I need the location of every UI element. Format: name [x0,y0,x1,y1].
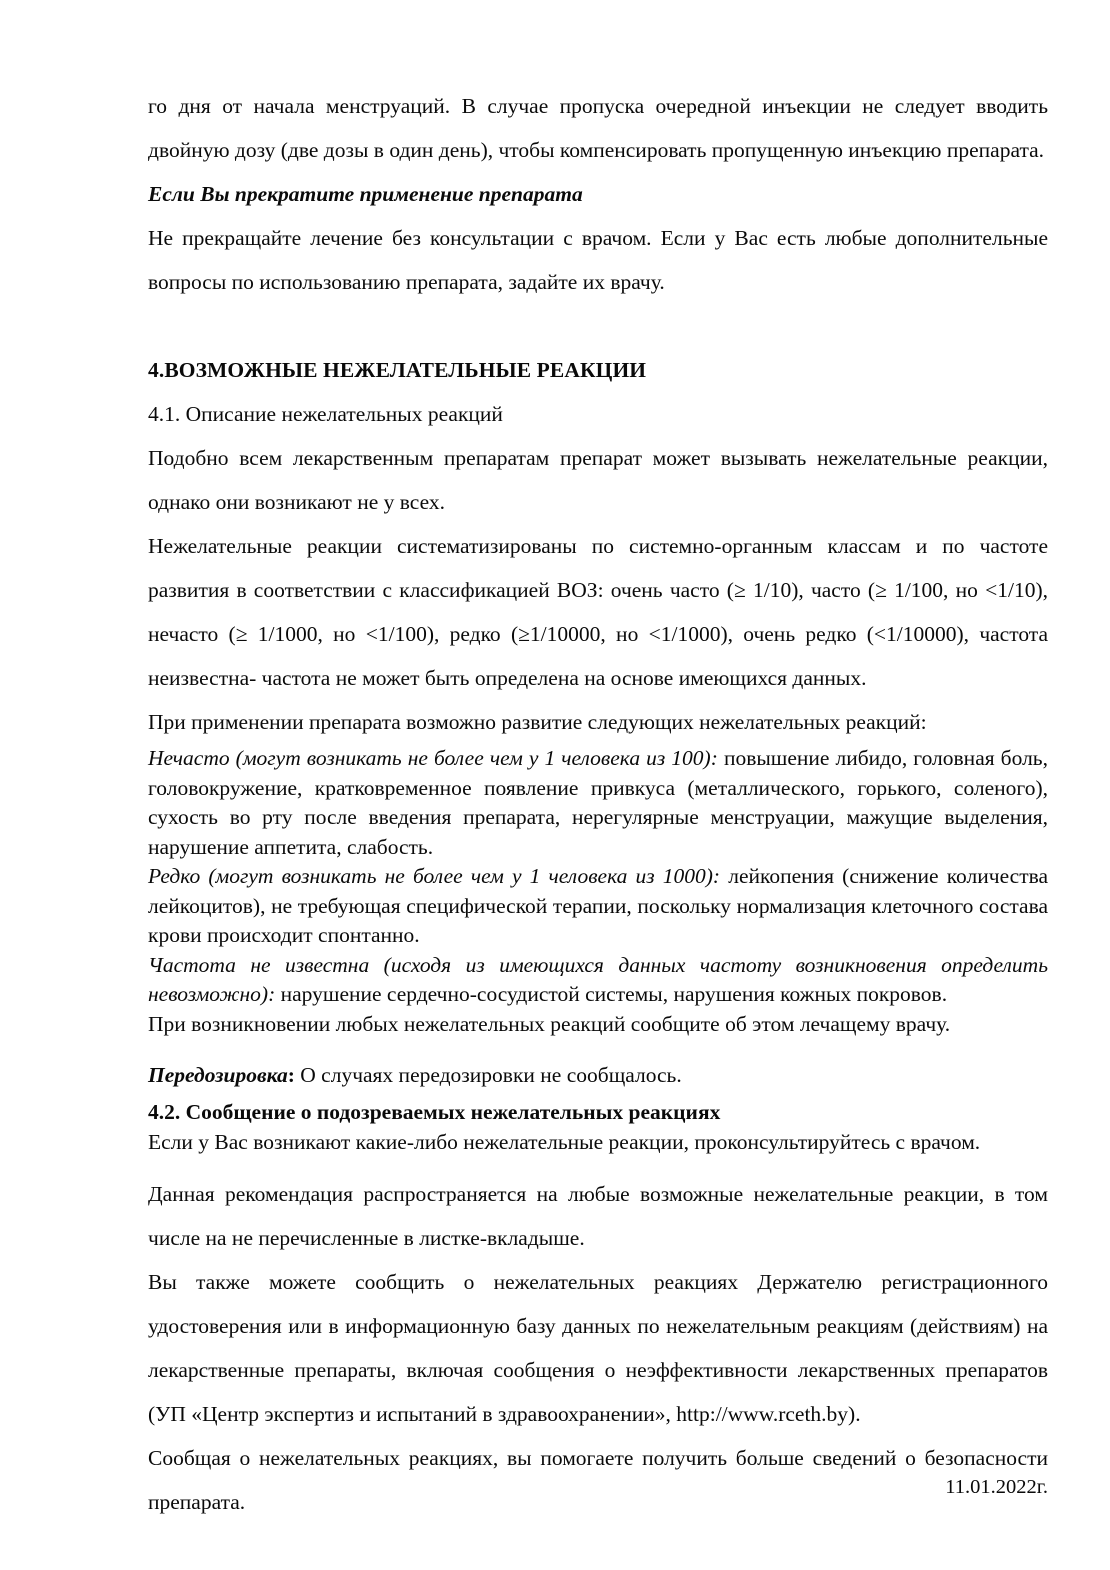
subsection-4-2-heading [148,1097,1048,1128]
reaction-rare [148,862,1048,951]
section-4-heading: 4.ВОЗМОЖНЫЕ НЕЖЕЛАТЕЛЬНЫЕ РЕАКЦИИ [148,358,647,382]
reaction-rare-text: лейкопения (снижение количества лейкоцитов), не требующая специфической терапии, поскольку нормализация клеточного состава крови происходит спонтанно. [148,864,1048,947]
reaction-unknown-frequency [148,951,1048,1010]
reporting-authority-paragraph: Вы также можете сообщить о нежелательных реакциях Держателю регистрационного удостоверения или в информационную базу данных по нежелательным реакциям (действиям) на лекарственные препараты, включая сообщения о неэффективности лекарственных препаратов (УП «Центр экспертиз и испытаний в здравоохранении», http://www.rceth.by). [148,1269,1048,1426]
overdose-paragraph [148,1053,1048,1097]
reaction-uncommon-text: повышение либидо, головная боль, головокружение, кратковременное появление привкуса (металлического, горького, соленого), сухость во рту после введения препарата, нерегулярные менструации, мажущие выделения, нарушение аппетита, слабость. [148,746,1048,859]
reaction-rare-frequency-label: Редко (могут возникать не более чем у 1 человека из 1000): [148,864,721,888]
reaction-unknown-text: нарушение сердечно-сосудистой системы, нарушения кожных покровов. [275,982,948,1006]
continued-paragraph: го дня от начала менструаций. В случае пропуска очередной инъекции не следует вводить двойную дозу (две дозы в один день), чтобы компенсировать пропущенную инъекцию препарата. [148,94,1048,162]
reaction-unknown-frequency-label: Частота не известна (исходя из имеющихся данных частоту возникновения определить невозможно): [148,952,1048,1006]
stop-treatment-paragraph: Не прекращайте лечение без консультации с врачом. Если у Вас есть любые дополнительные вопросы по использованию препарата, задайте их врачу. [148,226,1048,294]
overdose-text: О случаях передозировки не сообщалось. [294,1063,682,1087]
subsection-4-1-heading [148,392,1048,436]
footer-date: 11.01.2022г. [945,1476,1048,1498]
reaction-uncommon-frequency-label: Нечасто (могут возникать не более чем у 1 человека из 100): [148,746,718,770]
consult-doctor-line: Если у Вас возникают какие-либо нежелательные реакции, проконсультируйтесь с врачом. [148,1130,981,1154]
subsection-4-1-number: 4.1. [148,402,186,426]
overdose-colon: : [287,1063,295,1087]
page-content [148,84,1048,1524]
subsection-4-1-title: Описание нежелательных реакций [185,402,503,426]
stop-treatment-heading: Если Вы прекратите применение препарата [148,182,583,206]
section-spacer [148,304,1048,348]
who-frequency-classification: Нежелательные реакции систематизированы по системно-органным классам и по частоте развития в соответствии с классификацией ВОЗ: очень часто (≥ 1/10), часто (≥ 1/100, но <1/10), нечасто (≥ 1/1000, но <1/100), редко (≥1/10000, но <1/1000), очень редко (<1/10000), частота неизвестна- частота не может быть определена на основе имеющихся данных. [148,534,1048,690]
subsection-4-2-number: 4.2. [148,1100,186,1124]
report-to-doctor-note: При возникновении любых нежелательных реакций сообщите об этом лечащему врачу. [148,1011,951,1036]
section-4-1-intro: Подобно всем лекарственным препаратам препарат может вызывать нежелательные реакции, однако они возникают не у всех. [148,446,1048,514]
recommendation-scope-paragraph: Данная рекомендация распространяется на любые возможные нежелательные реакции, в том числе на не перечисленные в листке-вкладыше. [148,1181,1048,1250]
safety-information-paragraph: Сообщая о нежелательных реакциях, вы помогаете получить больше сведений о безопасности препарата. [148,1445,1048,1514]
subsection-4-2-title: Сообщение о подозреваемых нежелательных реакциях [185,1100,721,1124]
reaction-uncommon [148,744,1048,862]
reactions-lead-in: При применении препарата возможно развитие следующих нежелательных реакций: [148,710,927,734]
overdose-label: Передозировка [148,1063,288,1087]
